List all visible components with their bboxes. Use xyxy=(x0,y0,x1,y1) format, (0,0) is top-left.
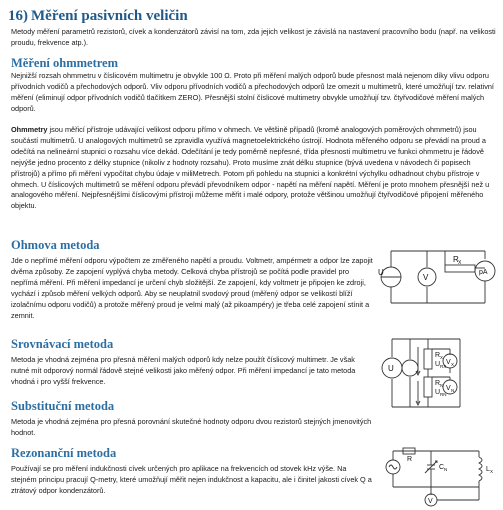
fig3-capacitor-sub: N xyxy=(444,467,448,472)
fig3-inductor-label: L xyxy=(486,466,490,473)
fig2-urn-sub: RN xyxy=(440,392,447,397)
heading-ohmova-metoda: Ohmova metoda xyxy=(11,238,100,252)
intro-paragraph: Metody měření parametrů rezistorů, cívek a kondenzátorů závisí na tom, zda jejich velikost je závislá na nastavení pracovního bodu (např. na velikosti proudu, frekvence atp.). xyxy=(11,27,496,47)
ohmmetr-paragraph-2 xyxy=(11,125,497,212)
section-title-text: Měření pasivních veličin xyxy=(31,8,188,24)
fig2-vx-sub: X xyxy=(451,362,455,367)
srovnavaci-paragraph: Metoda je vhodná zejména pro přesná měření malých odporů kdy nelze použít číslicový multimetr. Je však nutné mít odporový normál řádově stejné velikosti jako měřený odpor. Při měření impedancí je tato metoda vhodná i pro vyšší frekvence. xyxy=(11,355,356,386)
fig2-urx-label: U xyxy=(435,361,441,368)
fig1-resistor-sub: X xyxy=(458,260,462,266)
fig2-rx-sub: X xyxy=(440,355,444,360)
section-title xyxy=(8,8,188,25)
substitucni-paragraph: Metoda je vhodná zejména pro přesná porovnání skutečné hodnoty odporu dvou rezistorů stejných jmenovitých hodnot. xyxy=(11,417,372,437)
fig1-voltmeter-label: V xyxy=(423,273,429,282)
heading-rezonancni-metoda: Rezonanční metoda xyxy=(11,446,117,460)
ohm-method-circuit-diagram xyxy=(377,243,499,311)
fig3-inductor-sub: X xyxy=(490,469,494,474)
fig3-resistor-label: R xyxy=(407,456,413,463)
comparison-method-circuit-diagram xyxy=(380,333,500,413)
fig2-vn-label: V xyxy=(446,385,451,392)
heading-ohmmetr: Měření ohmmetrem xyxy=(11,56,119,70)
fig1-resistor-label: R xyxy=(453,255,459,264)
rn-resistor-symbol xyxy=(424,377,432,397)
fig1-ammeter-label: pA xyxy=(479,269,488,276)
fig2-source-label: U xyxy=(388,364,394,373)
ohmmetr-paragraph-2-text: jsou měřicí přístroje udávající velikost odporu přímo v ohmech. Ve většině případů (kromě analogových poměrových ohmmetrů) jsou součástí multimetrů. U analogových multimetrů se zpravidla využívá magnetoelektrického ústrojí. Hodnota měřeného odporu se převádí na proud a odečítá na nelineární stupnici o rozsahu více dekád. Odečítání je tedy poměrně nepřesné, třída přesnosti multimetru ve funkci ohmmetru je řádově nejvýše jedno procento z délky stupnice (nikoliv z hodnoty rozsahu). Proto musíme znát délku stupnice (bývá uvedena v návodech či popisech přístrojů) a přímo při měření vypočítat chybu údaje v miliMetrech. Potom při pohledu na stupnici a konkrétní výchylku odhadnout chybu přístroje v ohmech. U číslicových multimetrů se měření odporu převádí převodníkem odpor - napětí na měření napětí. Měření je proto mnohem přesnější než u analogového měření. Nejpřesnějšími číslicovými přístroji můžeme měřit i malé odpory, protože většinou umožňují čtyřvodičové připojení měřeného objektu. xyxy=(11,125,490,211)
fig3-capacitor-label: C xyxy=(439,464,445,471)
ohmmetr-paragraph-1: Nejnižší rozsah ohmmetru v číslicovém multimetru je obvykle 100 Ω. Proto při měření malých odporů bude přesnost malá nejenom díky vlivu odporu přívodních vodičů a přechodových odporů. Vliv odporu přívodních vodičů a přechodových odporů lze omezit u multimetrů, které umožňují tzv. relativní měření (eliminují odpor přívodních vodičů tlačítkem ZERO). Přesnější stolní číslicové multimetry obvykle umožňují tzv. čtyřvodičové měření malých odporů. xyxy=(11,71,494,113)
fig3-voltmeter-label: V xyxy=(428,498,433,505)
heading-substitucni-metoda: Substituční metoda xyxy=(11,399,115,413)
fig2-urx-sub: RX xyxy=(440,364,447,369)
fig2-rn-label: R xyxy=(435,380,441,387)
resistor-symbol xyxy=(445,265,475,272)
ohmova-paragraph: Jde o nepřímé měření odporu výpočtem ze změřeného napětí a proudu. Voltmetr, ampérmetr a odpor lze zapojit dvěma způsoby. Ze zapojení vyplývá chyba metody. Celková chyba přístrojů se počítá podle pravidel pro nepřímá měření. Při měření impedancí je určení chyb složitější. Ze zapojení, kdy voltmetr je připojen ke zdroji, vychází i způsob měření velkých odporů. Aby se neuplatnil svodový proud (měřený odpor se velikostí blíží izolačnímu odporu vodičů) a protože měřený proud je velmi malý (až pikoampéry) je třeba celé zapojení stínit a zemnit. xyxy=(11,256,373,320)
fig2-rx-label: R xyxy=(435,352,441,359)
rx-resistor-symbol xyxy=(424,349,432,369)
fig2-rn-sub: N xyxy=(440,383,444,388)
rezonancni-paragraph: Používají se pro měření indukčnosti cívek určených pro aplikace na frekvencích od stovek kHz výše. Na stejném principu pracují Q-metry, které umožňují měřit nejen indukčnost a kapacitu, ale i činitel jakosti cívek Q a ztrátový odpor kondenzátorů. xyxy=(11,464,372,495)
fig1-source-label: U xyxy=(378,268,384,277)
fig2-urn-label: U xyxy=(435,389,441,396)
resonance-method-circuit-diagram xyxy=(383,445,499,509)
fig2-vn-sub: N xyxy=(451,388,455,393)
heading-srovnavaci-metoda: Srovnávací metoda xyxy=(11,337,114,351)
ohmmetr-bold-term: Ohmmetry xyxy=(11,125,48,134)
fig2-voltmeter-symbol xyxy=(402,360,418,376)
fig3-inductor-symbol xyxy=(479,457,482,481)
section-number: 16) xyxy=(8,8,28,24)
fig2-vx-label: V xyxy=(446,359,451,366)
